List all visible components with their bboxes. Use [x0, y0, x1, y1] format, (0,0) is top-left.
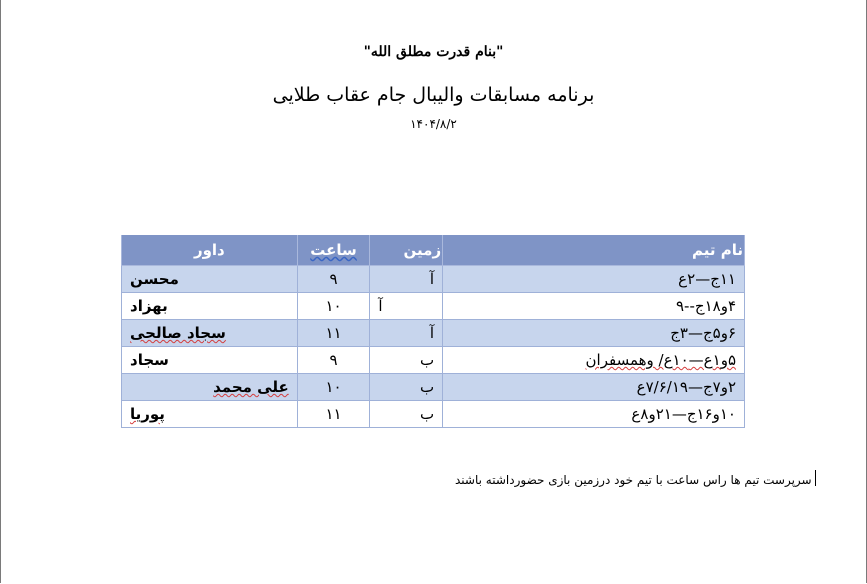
time-cell: ۱۰: [297, 374, 370, 401]
team-cell: ۱۰و۱۶ج—۲۱و۸ع: [443, 401, 745, 428]
time-cell: ۱۱: [297, 401, 370, 428]
referee-cell: [122, 374, 298, 401]
schedule-table: [121, 235, 745, 428]
text-cursor: [815, 470, 816, 486]
referee-name: سجاد صالحی: [130, 324, 226, 342]
table-row: [122, 401, 745, 428]
field-cell: آ: [370, 266, 443, 293]
table-row: [122, 293, 745, 320]
team-cell: [443, 347, 745, 374]
field-cell: ب: [370, 401, 443, 428]
footer-note: سرپرست تیم ها راس ساعت با تیم خود درزمین بازی حضورداشته باشند: [455, 473, 812, 487]
team-cell: ۲و۷ج—۷/۶/۱۹ع: [443, 374, 745, 401]
referee-cell: [122, 320, 298, 347]
field-cell: آ: [370, 293, 443, 320]
field-cell: ب: [370, 374, 443, 401]
header-team: نام تیم: [443, 235, 745, 266]
team-cell: ۴و۱۸ج--۹: [443, 293, 745, 320]
time-cell: ۱۱: [297, 320, 370, 347]
header-field: زمین: [370, 235, 443, 266]
table-header-row: [122, 235, 745, 266]
document-title: "بنام قدرت مطلق الله": [363, 44, 504, 60]
header-referee: داور: [122, 235, 298, 266]
header-time: [297, 235, 370, 266]
document-date: ۱۴۰۴/۸/۲: [410, 117, 457, 131]
time-cell: ۹: [297, 266, 370, 293]
referee-cell: بهزاد: [122, 293, 298, 320]
referee-cell: سجاد: [122, 347, 298, 374]
table-row: [122, 320, 745, 347]
referee-cell: [122, 401, 298, 428]
table-row: [122, 374, 745, 401]
field-cell: آ: [370, 320, 443, 347]
referee-cell: محسن: [122, 266, 298, 293]
table-row: [122, 347, 745, 374]
header-time-label: ساعت: [310, 241, 357, 259]
team-name: ۵و۱ع—۱۰ع/ وهمسفران: [585, 351, 736, 369]
referee-name: علی محمد: [213, 378, 289, 396]
time-cell: ۹: [297, 347, 370, 374]
team-cell: ۶و۵ج—۳ج: [443, 320, 745, 347]
referee-name: پوریا: [130, 405, 165, 423]
document-subtitle: برنامه مسابقات والیبال جام عقاب طلایی: [272, 84, 595, 106]
table-row: [122, 266, 745, 293]
field-cell: ب: [370, 347, 443, 374]
team-cell: ۱۱ج—۲ع: [443, 266, 745, 293]
time-cell: ۱۰: [297, 293, 370, 320]
